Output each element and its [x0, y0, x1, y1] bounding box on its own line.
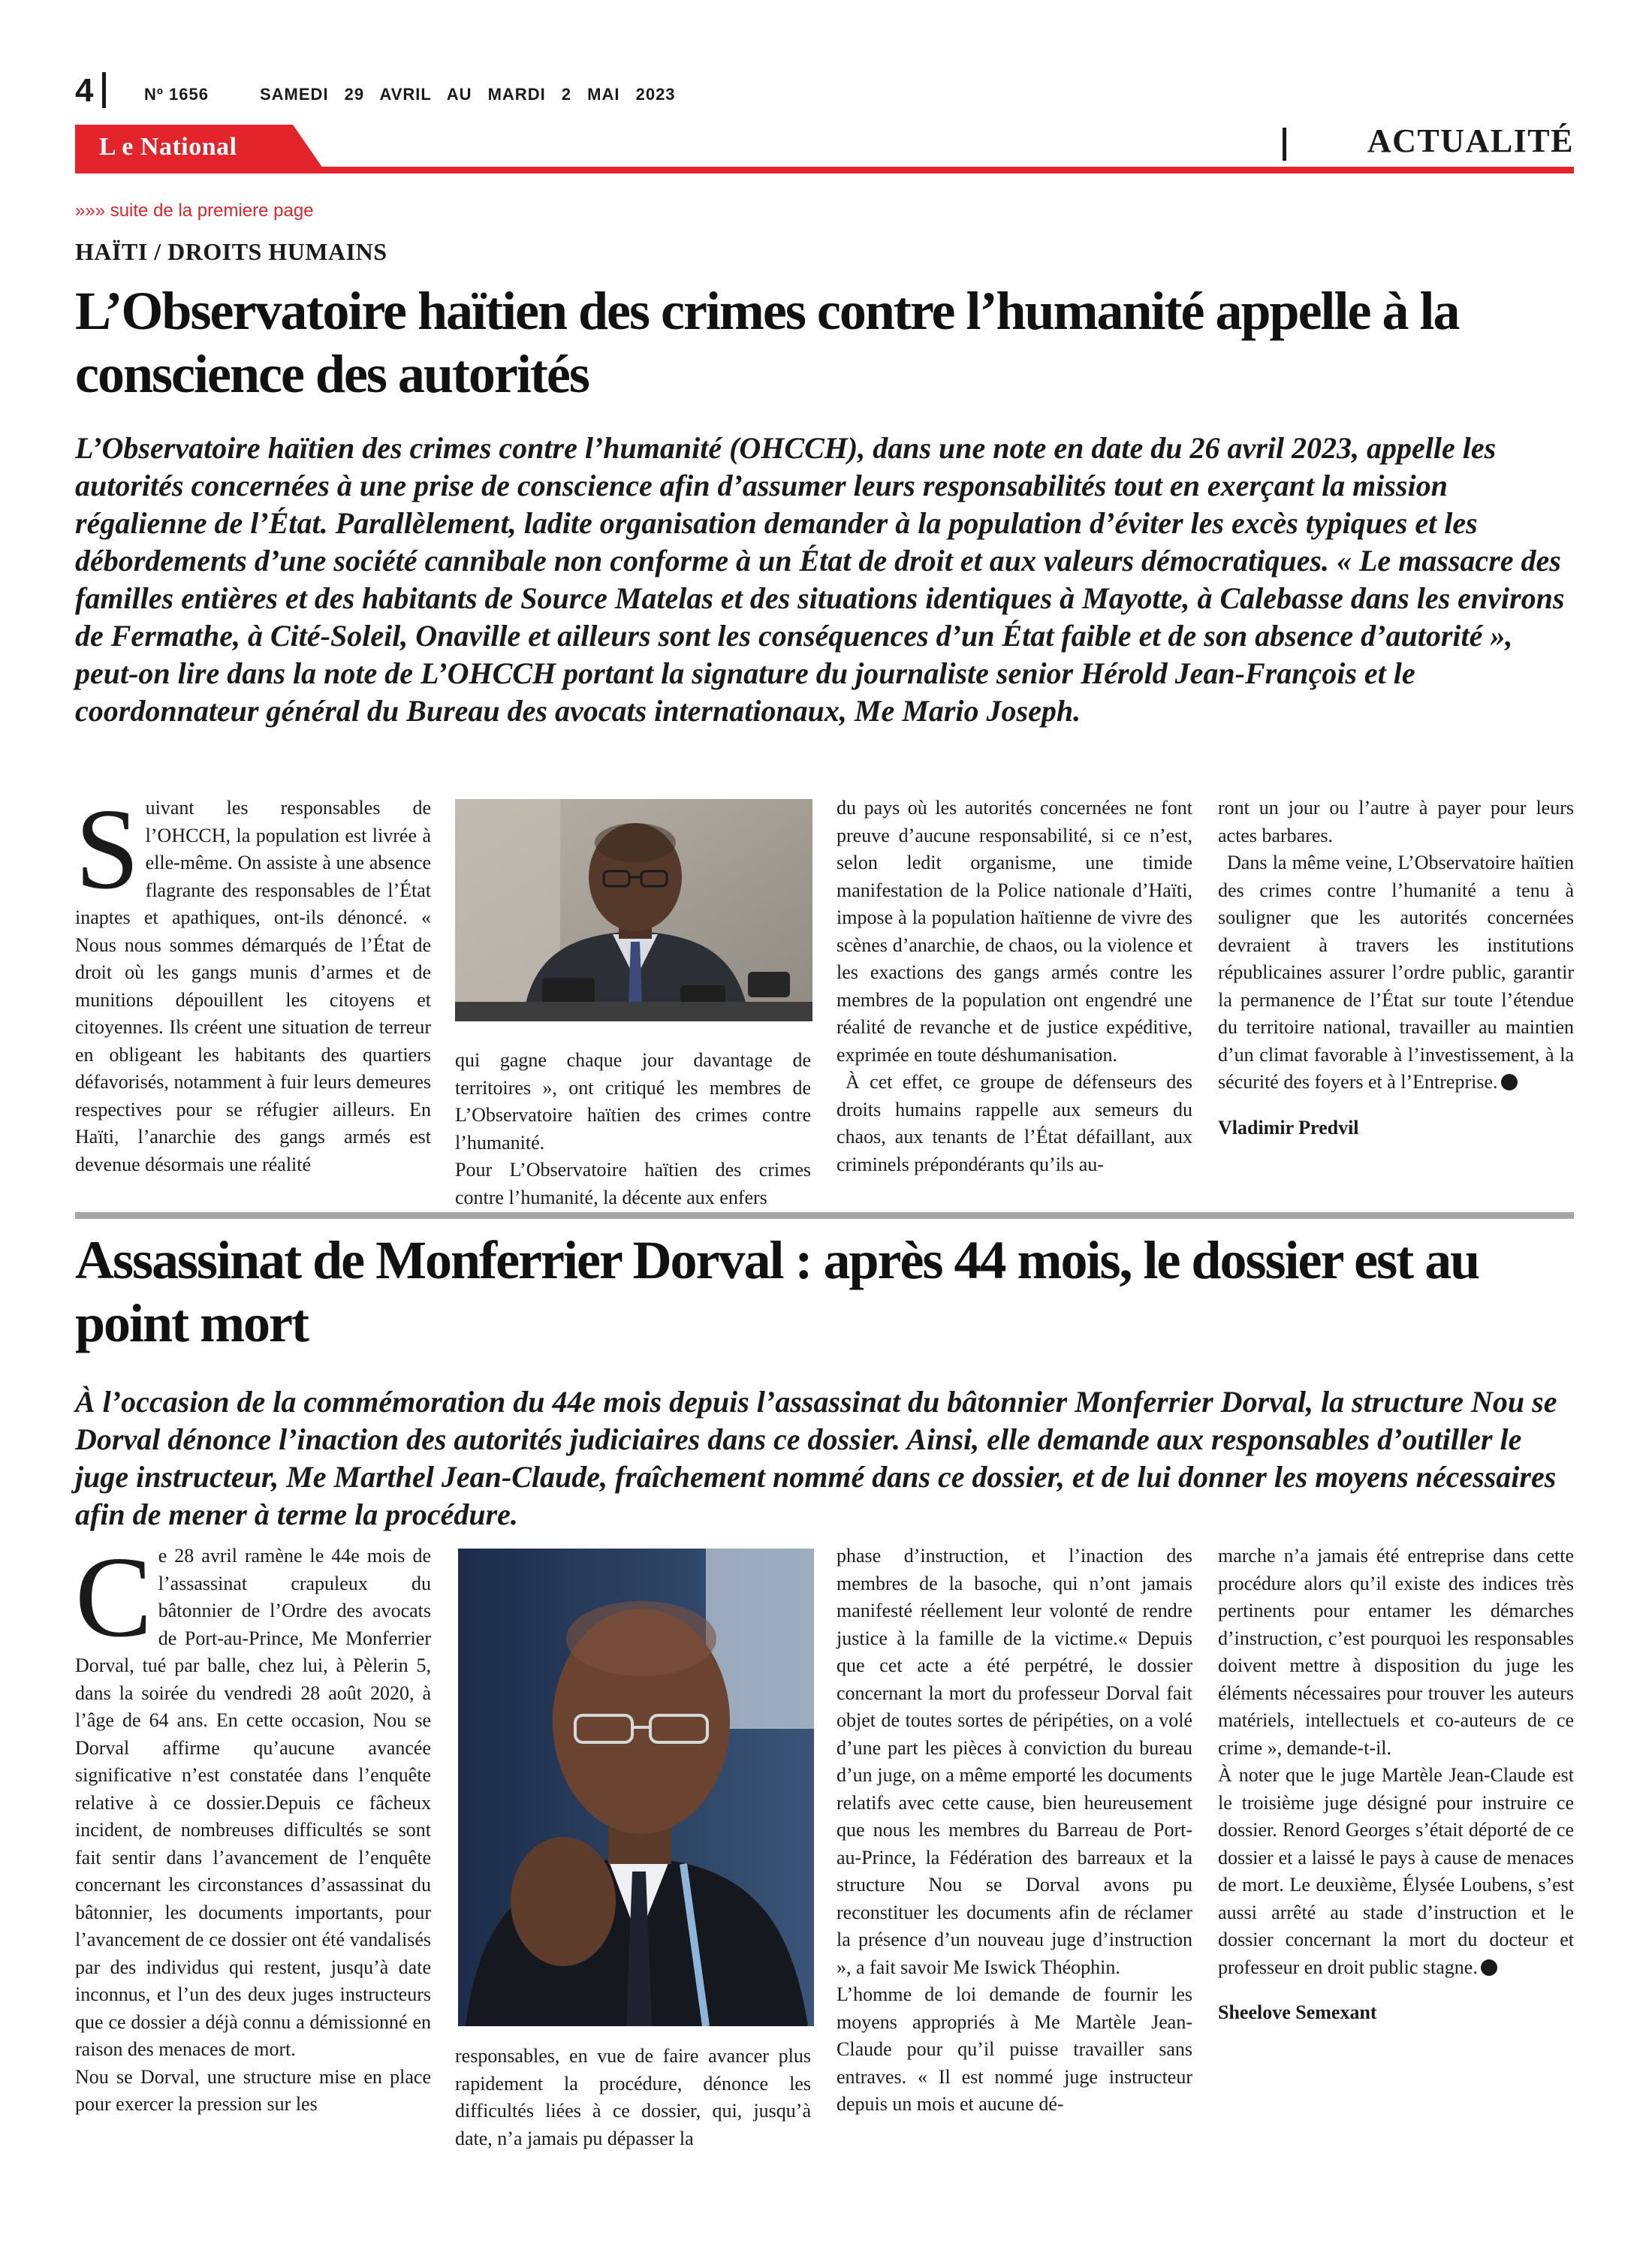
- article2-col3-p1: phase d’instruction, et l’inaction des membres de la basoche, qui n’ont jamais manifesté réellement leur volonté de rendre justice à la famille de la victime.« Depuis que cet acte a été perpétré, le dossier concernant la mort du professeur Dorval fait objet de toutes sortes de péripéties, on a volé d’une part les pièces à conviction du bureau d’un juge, on a même emporté les documents relatifs avec cette cause, bien heureusement que nous les membres du Barreau de Port-au-Prince, la Fédération des barreaux et la structure Nou se Dorval avons pu reconstituer les documents afin de réclamer la présence d’un nouveau juge d’instruction », a fait savoir Me Iswick Théophin.: [837, 1545, 1192, 1978]
- article1-column-2: [455, 1047, 811, 1211]
- article1-photo: [455, 799, 812, 1021]
- article2-column-3: [837, 1543, 1192, 2119]
- continued-note: »»» suite de la premiere page: [75, 201, 314, 221]
- article1-column-3: [837, 795, 1192, 1178]
- article2-col4-p2: À noter que le juge Martèle Jean-Claude est le troisième juge désigné pour instruire ce dossier. Renord Georges s’était déporté de ce dossier et a laissé le pays à cause de menaces de mort. Le deuxième, Élysée Loubens, s’est aussi arrêté au stade d’instruction et le dossier concernant la mort du docteur et professeur en droit public stagne.: [1218, 1764, 1574, 1978]
- header-rule: [75, 167, 1574, 173]
- page-number: 4: [75, 72, 94, 109]
- end-mark-icon: [1501, 1074, 1518, 1090]
- article2-col1-p1: e 28 avril ramène le 44e mois de l’assassinat crapuleux du bâtonnier de l’Ordre des avocats de Port-au-Prince, Me Monferrier Dorval, tué par balle, chez lui, à Pèlerin 5, dans la soirée du vendredi 28 août 2020, à l’âge de 64 ans. En cette occasion, Nou se Dorval affirme qu’aucune avancée significative n’est constatée dans l’enquête relative à ce dossier.Depuis ce fâcheux incident, de nombreuses difficultés se sont fait sentir dans l’avancement de l’enquête concernant les circonstances d’assassinat du bâtonnier, les documents importants, pour l’avancement de ce dossier ont été vandalisés par des individus qui restent, jusqu’à date inconnus, et l’un des deux juges instructeurs que ce dossier a déjà connu a démissionné en raison des menaces de mort.: [75, 1545, 431, 2060]
- article1-col4-p2: Dans la même veine, L’Observatoire haïtien des crimes contre l’humanité a tenu à souligner que les autorités concernées devraient à travers les institutions républicaines assurer l’ordre public, garantir la permanence de l’État sur toute l’étendue du territoire national, travailler au maintien d’un climat favorable à l’investissement, à la sécurité des foyers et à l’Entreprise.: [1218, 852, 1574, 1093]
- newspaper-logo[interactable]: L e National: [99, 133, 237, 161]
- end-mark-icon: [1481, 1959, 1497, 1976]
- article1-col2-p1: qui gagne chaque jour davantage de territoires », ont critiqué les membres de L’Observatoire haïtien des crimes contre l’humanité.: [455, 1049, 811, 1154]
- section-label[interactable]: ACTUALITÉ: [1367, 122, 1574, 159]
- article1-col4-p1: ront un jour ou l’autre à payer pour leurs actes barbares.: [1218, 797, 1574, 846]
- page-number-bar: [102, 72, 106, 108]
- article2-lead: À l’occasion de la commémoration du 44e mois depuis l’assassinat du bâtonnier Monferrier Dorval, la structure Nou se Dorval dénonce l’inaction des autorités judiciaires dans ce dossier. Ainsi, elle demande aux responsables d’outiller le juge instructeur, Me Marthel Jean-Claude, fraîchement nommé dans ce dossier, et de lui donner les moyens nécessaires afin de mener à terme la procédure.: [75, 1385, 1557, 1531]
- article2-column-1: [75, 1534, 431, 2119]
- article1-lead: L’Observatoire haïtien des crimes contre l’humanité (OHCCH), dans une note en date du 26 avril 2023, appelle les autorités concernées à une prise de conscience afin d’assumer leurs responsabilités tout en exerçant la mission régalienne de l’État. Parallèlement, ladite organisation demander à la population d’éviter les excès typiques et les débordements d’une société cannibale non conforme à un État de droit et aux valeurs démocratiques. « Le massacre des familles entières et des habitants de Source Matelas et des situations identiques à Mayotte, à Calebasse dans les environs de Fermathe, à Cité-Soleil, Onaville et ailleurs sont les conséquences d’un État faible et de son absence d’autorité », peut-on lire dans la note de L’OHCCH portant la signature du journaliste senior Hérold Jean-François et le coordonnateur général du Bureau des avocats internationaux, Me Mario Joseph.: [75, 431, 1565, 728]
- article2-title: Assassinat de Monferrier Dorval : après 44 mois, le dossier est au point mort: [75, 1230, 1479, 1353]
- article1-dropcap: S: [75, 786, 140, 913]
- article2-column-4: [1218, 1543, 1574, 2026]
- article1-title: L’Observatoire haïtien des crimes contre l’humanité appelle à la conscience des autorités: [75, 281, 1459, 404]
- article1-col3-p1: du pays où les autorités concernées ne font preuve d’aucune responsabilité, si ce n’est, selon ledit organisme, une timide manifestation de la Police nationale d’Haïti, impose à la population haïtienne de vivre des scènes d’anarchie, de chaos, ou la violence et les exactions des gangs armés contre les membres de la population ont engendré une réalité de revanche et de justice expéditive, exprimée en toute déshumanisation.: [837, 797, 1192, 1066]
- article2-col1-p2: Nou se Dorval, une structure mise en place pour exercer la pression sur les: [75, 2065, 431, 2115]
- article1-column-1: [75, 786, 431, 1178]
- article2-col4-p1: marche n’a jamais été entreprise dans cette procédure alors qu’il existe des indices très pertinents pour entamer les démarches d’instruction, c’est pourquoi les responsables doivent mettre à disposition du juge les éléments nécessaires pour trouver les auteurs matériels, intellectuels et co-auteurs de ce crime », demande-t-il.: [1218, 1545, 1574, 1759]
- article1-author: Vladimir Predvil: [1218, 1116, 1359, 1139]
- article2-photo: [458, 1549, 814, 2026]
- article2-column-2: [455, 2043, 811, 2152]
- issue-number: Nº 1656: [144, 85, 209, 104]
- article1-col1-text: uivant les responsables de l’OHCCH, la population est livrée à elle-même. On assiste à une absence flagrante des responsables de l’État inaptes et apathiques, ont-ils dénoncé. « Nous nous sommes démarqués de l’État de droit où les gangs munis d’armes et de munitions dépouillent les citoyens et citoyennes. Ils créent une situation de terreur en obligeant les habitants des quartiers défavorisés, notamment à fuir leurs demeures respectives pour se réfugier ailleurs. En Haïti, l’anarchie des gangs armés est devenue désormais une réalité: [75, 797, 431, 1175]
- article1-col2-p2: Pour L’Observatoire haïtien des crimes contre l’humanité, la décente aux enfers: [455, 1159, 811, 1208]
- article1-col3-p2: À cet effet, ce groupe de défenseurs des droits humains rappelle aux semeurs du chaos, aux tenants de l’État défaillant, aux criminels prépondérants qu’ils au-: [837, 1071, 1192, 1175]
- article1-column-4: [1218, 795, 1574, 1142]
- article2-author: Sheelove Semexant: [1218, 2001, 1377, 2023]
- article2-dropcap: C: [75, 1534, 152, 1661]
- article-divider: [75, 1212, 1574, 1219]
- article2-col2-text: responsables, en vue de faire avancer plus rapidement la procédure, dénonce les difficultés liées à ce dossier, qui, jusqu’à date, n’a jamais pu dépasser la: [455, 2045, 811, 2149]
- section-separator: [1283, 128, 1286, 161]
- issue-date: SAMEDI 29 AVRIL AU MARDI 2 MAI 2023: [260, 85, 676, 104]
- article2-col3-p2: L’homme de loi demande de fournir les moyens appropriés à Me Martèle Jean-Claude pour qu’il puisse travailler sans entraves. « Il est nommé juge instructeur depuis un mois et aucune dé-: [837, 1983, 1192, 2115]
- article1-kicker: HAÏTI / DROITS HUMAINS: [75, 238, 387, 265]
